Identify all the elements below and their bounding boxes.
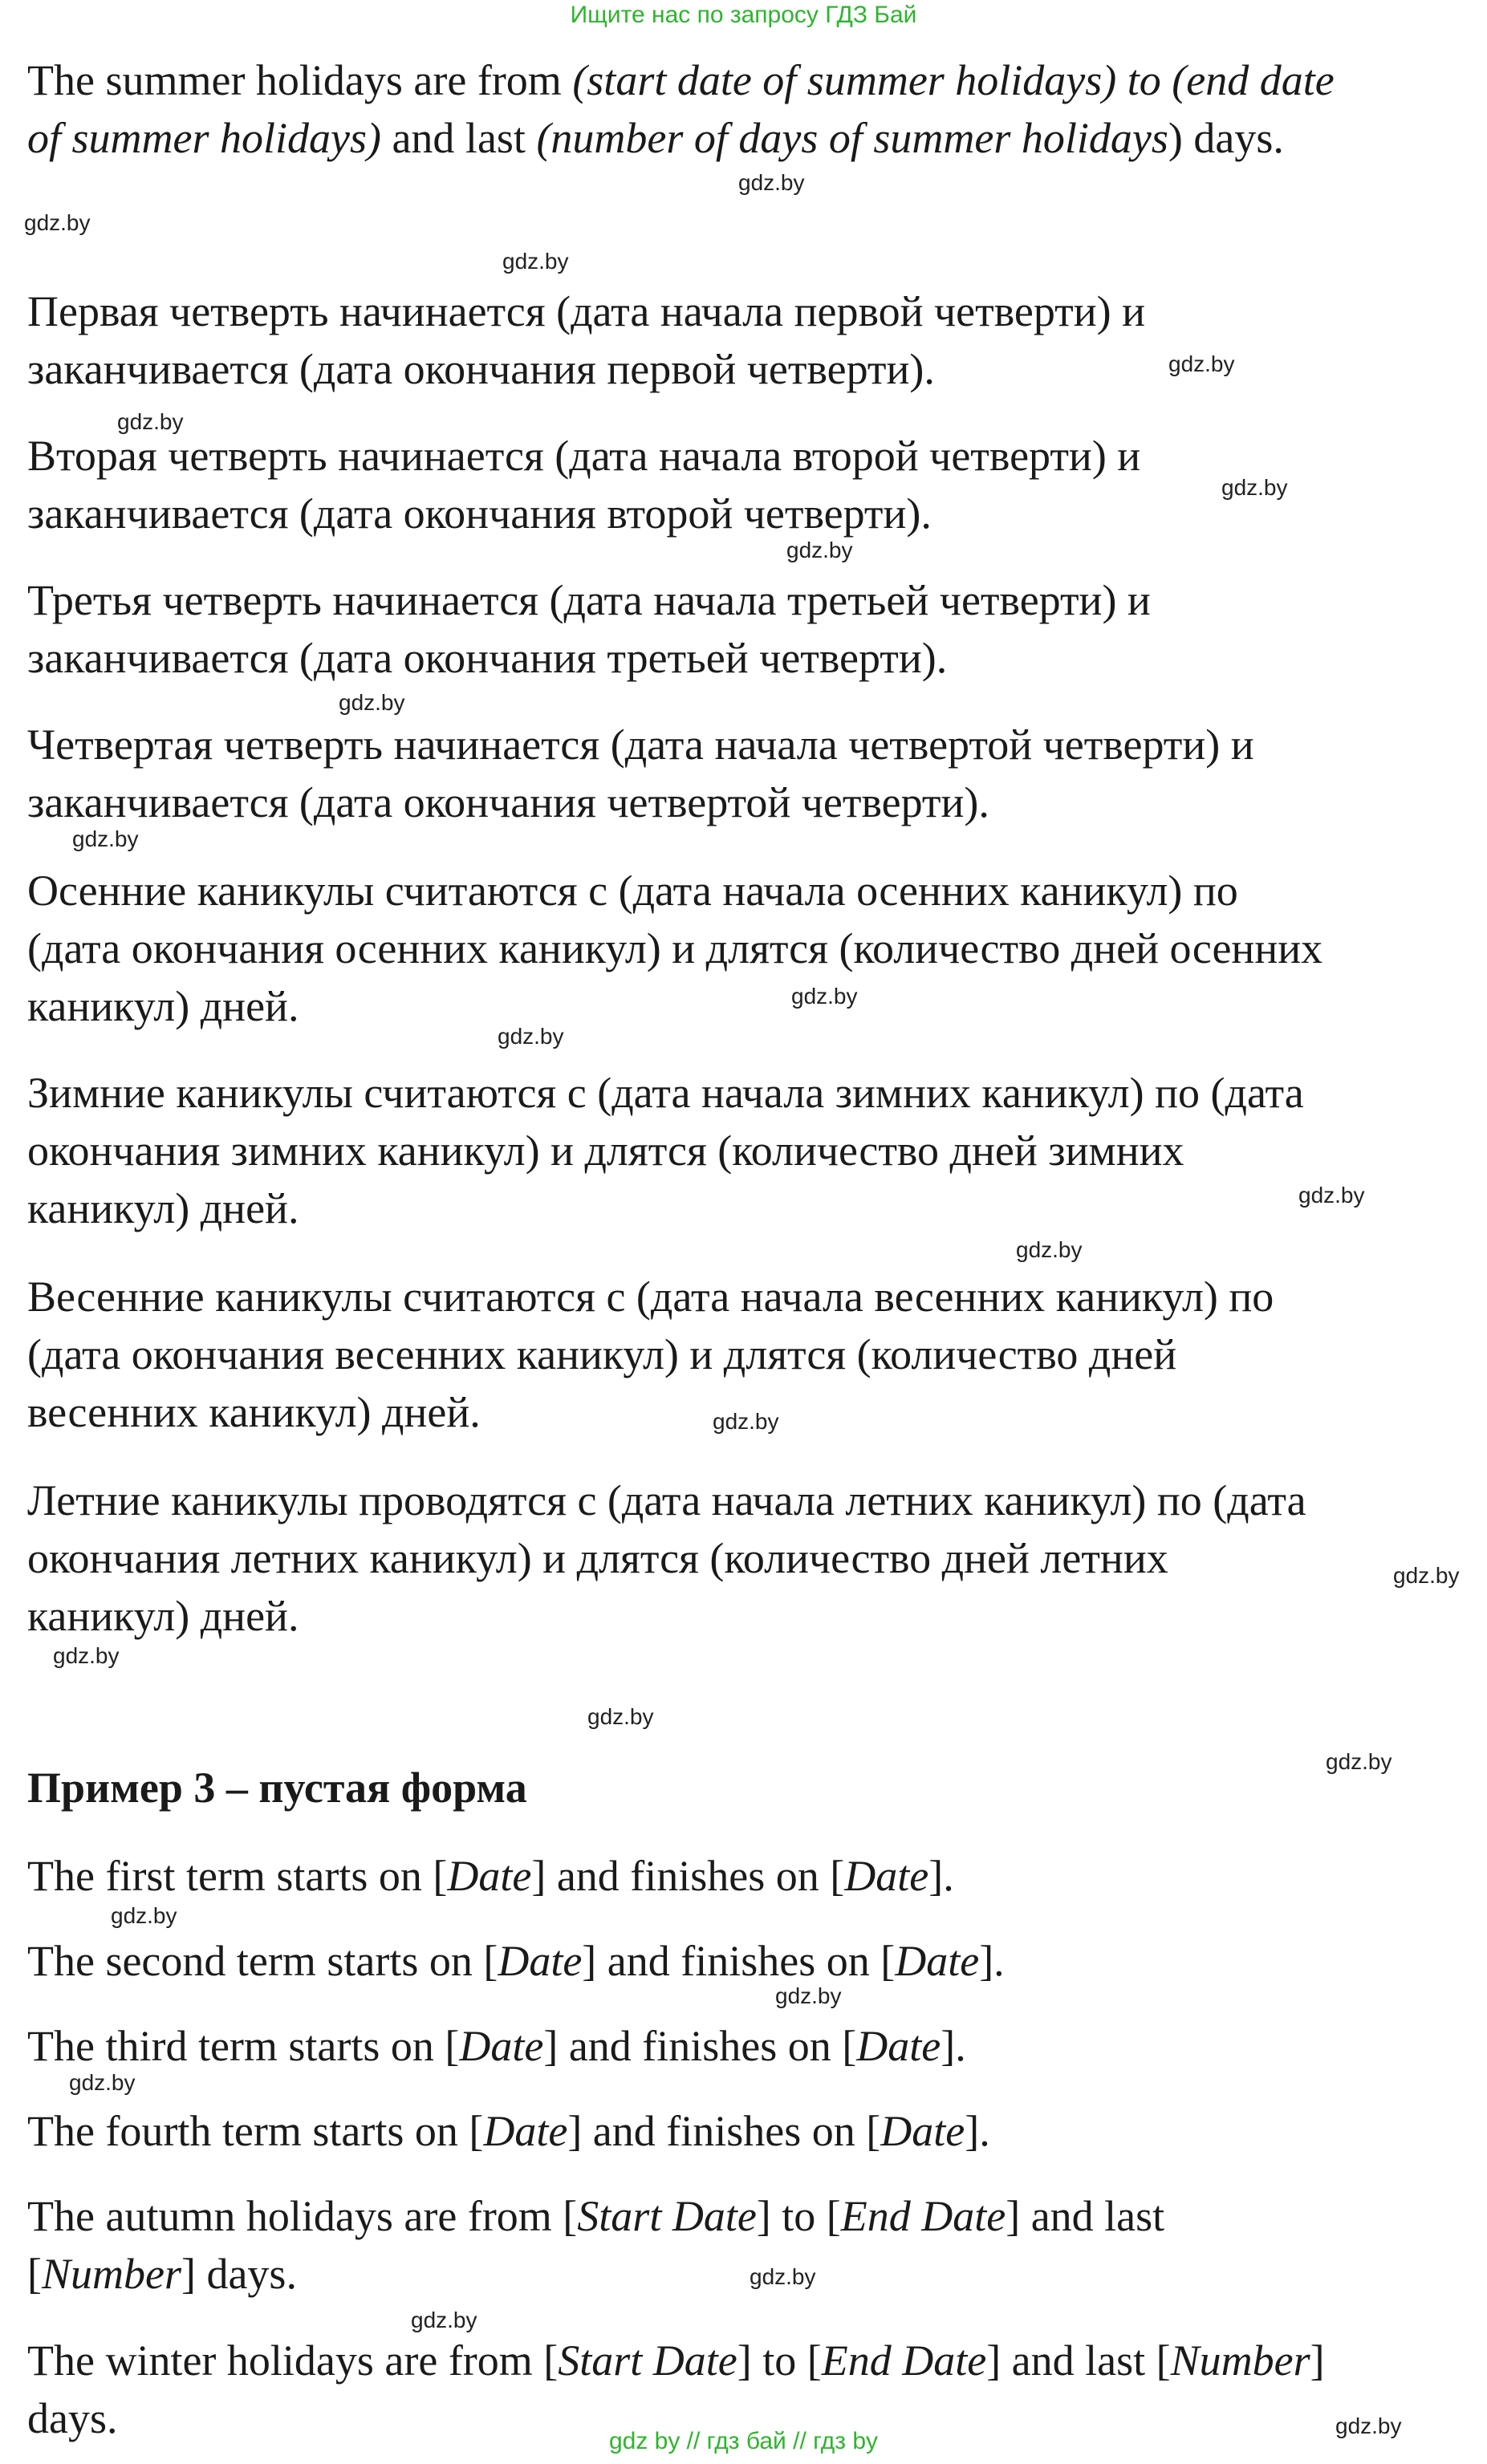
second-term-en [27,1932,1472,1990]
end-date-placeholder: End Date [821,2336,987,2385]
text: ) days. [1168,114,1284,162]
end-date-placeholder: End Date [840,2192,1006,2240]
text-line: каникул) дней. [27,1592,299,1640]
text: ] and last [1006,2192,1165,2240]
winter-holidays-ru [27,1064,1472,1237]
number-placeholder: Number [1170,2336,1310,2385]
text-line: весенних каникул) дней. [27,1388,481,1436]
start-date-placeholder: Start Date [577,2192,757,2240]
text-line: заканчивается (дата окончания четвертой четверти). [27,778,989,826]
text: ]. [965,2107,990,2155]
watermark: gdz.by [750,2264,816,2289]
date-placeholder: Date [880,2107,965,2155]
text: ]. [941,2022,966,2070]
top-banner[interactable]: Ищите нас по запросу ГДЗ Бай [570,2,917,28]
date-placeholder: Date [447,1852,532,1900]
text: [ [27,2250,42,2298]
watermark: gdz.by [117,409,184,434]
watermark: gdz.by [1168,351,1235,376]
summer-holidays-ru [27,1471,1472,1645]
text-line: Весенние каникулы считаются с (дата начала весенних каникул) по [27,1273,1274,1321]
watermark: gdz.by [69,2070,136,2095]
text: The first term starts on [ [27,1852,448,1900]
text-line: Вторая четверть начинается (дата начала второй четверти) и [27,432,1141,480]
term-1-ru [27,282,1472,398]
text: ] to [ [756,2192,841,2240]
text: The winter holidays are from [ [27,2336,559,2385]
text-line: Осенние каникулы считаются с (дата начала осенних каникул) по [27,867,1238,915]
text-line: (дата окончания весенних каникул) и длятся (количество дней [27,1330,1177,1378]
placeholder-text: of summer holidays) [27,114,381,162]
fourth-term-en [27,2102,1472,2160]
watermark: gdz.by [1326,1749,1392,1774]
date-placeholder: Date [459,2022,544,2070]
placeholder-text: (start date of summer holidays) to (end date [572,56,1335,104]
watermark: gdz.by [791,984,858,1009]
watermark: gdz.by [53,1643,120,1668]
watermark: gdz.by [1393,1563,1460,1588]
text: The summer holidays are from [27,56,573,104]
text: ] to [ [737,2336,822,2385]
third-term-en [27,2017,1472,2075]
watermark: gdz.by [1221,475,1288,500]
text: The autumn holidays are from [ [27,2192,578,2240]
watermark: gdz.by [1016,1237,1083,1262]
text: ] and finishes on [ [543,2022,857,2070]
date-placeholder: Date [844,1852,929,1900]
watermark: gdz.by [24,210,91,235]
text: The second term starts on [ [27,1937,498,1985]
bottom-banner[interactable]: gdz by // гдз бай // гдз by [608,2428,879,2454]
text-line: окончания летних каникул) и длятся (количество дней летних [27,1534,1168,1582]
placeholder-text: (number of days of summer holidays [536,114,1168,162]
start-date-placeholder: Start Date [558,2336,737,2385]
date-placeholder: Date [856,2022,941,2070]
text-line: заканчивается (дата окончания второй четверти). [27,489,932,538]
term-3-ru [27,571,1472,687]
watermark: gdz.by [72,826,139,851]
text: days. [27,2394,118,2442]
text: ] days. [181,2250,297,2298]
text-line: заканчивается (дата окончания первой четверти). [27,345,935,393]
text-line: Зимние каникулы считаются с (дата начала зимних каникул) по (дата [27,1069,1304,1117]
text-line: каникул) дней. [27,1184,299,1232]
watermark: gdz.by [775,1983,842,2008]
text: ] and finishes on [ [531,1852,845,1900]
watermark: gdz.by [339,690,405,715]
text: ] [1310,2336,1325,2385]
text: The fourth term starts on [ [27,2107,484,2155]
watermark: gdz.by [502,249,569,274]
watermark: gdz.by [786,538,853,562]
watermark: gdz.by [1298,1183,1365,1208]
watermark: gdz.by [587,1704,654,1729]
number-placeholder: Number [41,2250,181,2298]
first-term-en [27,1847,1472,1905]
text: ] and last [ [986,2336,1171,2385]
text-line: Первая четверть начинается (дата начала первой четверти) и [27,287,1146,335]
text: ] and finishes on [ [567,2107,881,2155]
watermark: gdz.by [498,1024,564,1049]
text: ]. [928,1852,954,1900]
text: and last [380,114,537,162]
watermark: gdz.by [111,1903,177,1928]
autumn-holidays-ru [27,862,1472,1035]
text-line: Четвертая четверть начинается (дата начала четвертой четверти) и [27,721,1254,769]
text-line: окончания зимних каникул) и длятся (количество дней зимних [27,1126,1184,1175]
watermark: gdz.by [738,170,805,195]
text: ]. [979,1937,1005,1985]
example-3-heading: Пример 3 – пустая форма [27,1764,527,1812]
watermark: gdz.by [411,2308,477,2332]
watermark: gdz.by [713,1409,779,1434]
text: The third term starts on [ [27,2022,460,2070]
summer-holidays-en [27,51,1472,167]
date-placeholder: Date [498,1937,583,1985]
date-placeholder: Date [483,2107,568,2155]
term-4-ru [27,716,1472,831]
date-placeholder: Date [895,1937,980,1985]
text-line: заканчивается (дата окончания третьей четверти). [27,634,948,682]
watermark: gdz.by [1335,2413,1402,2438]
text-line: каникул) дней. [27,982,299,1030]
text: ] and finishes on [ [582,1937,896,1985]
text-line: Третья четверть начинается (дата начала третьей четверти) и [27,576,1151,624]
text-line: Летние каникулы проводятся с (дата начала летних каникул) по (дата [27,1476,1306,1524]
text-line: (дата окончания осенних каникул) и длятся (количество дней осенних [27,924,1323,972]
